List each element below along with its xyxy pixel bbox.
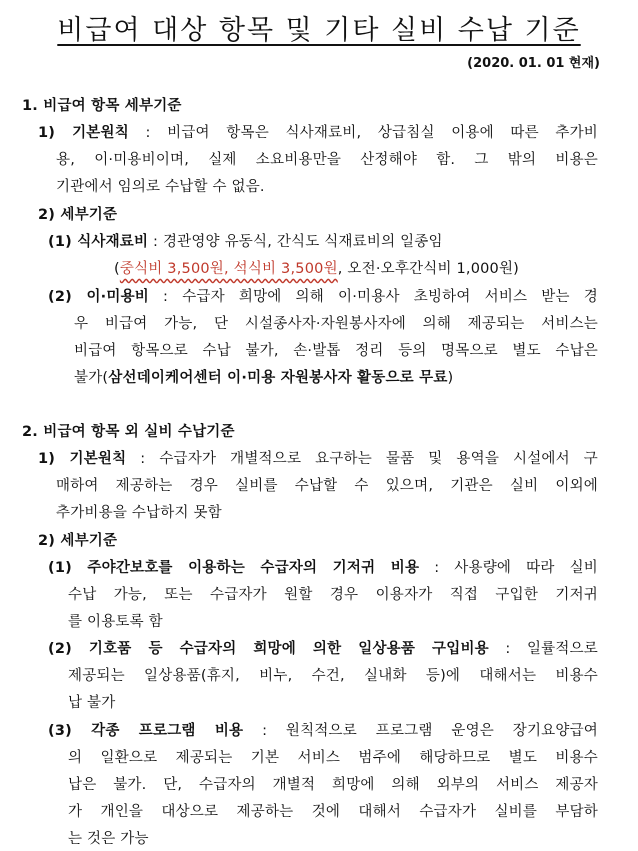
s2-item2-line2: 제공되는 일상용품(휴지, 비누, 수건, 실내화 등)에 대해서는 비용수 <box>68 668 598 684</box>
s2-item1-line2: 수납 가능, 또는 수급자가 원할 경우 이용자가 직접 구입한 기저귀 <box>68 587 598 603</box>
s1-principle-line1: 1) 기본원칙 : 비급여 항목은 식사재료비, 상급침실 이용에 따른 추가비 <box>38 125 598 141</box>
meal-price-highlight: 중식비 3,500원, 석식비 3,500원 <box>119 261 338 277</box>
s1-item1-line2: (중식비 3,500원, 석식비 3,500원, 오전·오후간식비 1,000원) <box>114 261 520 277</box>
s2-item1-line1: (1) 주야간보호를 이용하는 수급자의 기저귀 비용 : 사용량에 따라 실비 <box>48 560 598 576</box>
s2-item3-line3: 납은 불가. 단, 수급자의 개별적 희망에 의해 외부의 서비스 제공자 <box>68 777 598 793</box>
section2-heading: 2. 비급여 항목 외 실비 수납기준 <box>22 424 235 440</box>
s2-item2-line1: (2) 기호품 등 수급자의 희망에 의한 일상용품 구입비용 : 일률적으로 <box>48 641 598 657</box>
s1-item2-line2: 우 비급여 가능, 단 시설종사자·자원봉사자에 의해 제공되는 서비스는 <box>74 316 598 332</box>
s2-item1-line3: 를 이용토록 함 <box>68 614 163 630</box>
s2-item3-line4: 가 개인을 대상으로 제공하는 것에 대해서 수급자가 실비를 부담하 <box>68 804 598 820</box>
document-title: 비급여 대상 항목 및 기타 실비 수납 기준 <box>57 15 581 46</box>
s1-detail-heading: 2) 세부기준 <box>38 207 118 223</box>
effective-date: (2020. 01. 01 현재) <box>467 56 600 71</box>
s1-item2-line3: 비급여 항목으로 수납 불가, 손·발톱 정리 등의 명목으로 별도 수납은 <box>74 343 598 359</box>
s2-item2-line3: 납 불가 <box>68 695 116 711</box>
s1-item1-line1: (1) 식사재료비 : 경관영양 유동식, 간식도 식재료비의 일종임 <box>48 234 443 250</box>
section1-heading: 1. 비급여 항목 세부기준 <box>22 98 182 114</box>
s2-item3-line1: (3) 각종 프로그램 비용 : 원칙적으로 프로그램 운영은 장기요양급여 <box>48 723 599 739</box>
s2-principle-line2: 매하여 제공하는 경우 실비를 수납할 수 있으며, 기관은 실비 이외에 <box>56 478 598 494</box>
s1-item2-line4: 불가(삼선데이케어센터 이·미용 자원봉사자 활동으로 무료) <box>74 370 454 386</box>
s1-principle-line3: 기관에서 임의로 수납할 수 없음. <box>56 179 265 195</box>
s2-principle-line1: 1) 기본원칙 : 수급자가 개별적으로 요구하는 물품 및 용역을 시설에서 구 <box>38 451 598 467</box>
s1-item2-line1: (2) 이·미용비 : 수급자 희망에 의해 이·미용사 초빙하여 서비스 받는 경 <box>48 289 598 305</box>
s2-principle-line3: 추가비용을 수납하지 못함 <box>56 505 222 521</box>
s2-detail-heading: 2) 세부기준 <box>38 533 118 549</box>
s2-item3-line5: 는 것은 가능 <box>68 831 149 847</box>
s1-principle-line2: 용, 이·미용비이며, 실제 소요비용만을 산정해야 함. 그 밖의 비용은 <box>56 152 598 168</box>
s2-item3-line2: 의 일환으로 제공되는 기본 서비스 범주에 해당하므로 별도 비용수 <box>68 750 598 766</box>
